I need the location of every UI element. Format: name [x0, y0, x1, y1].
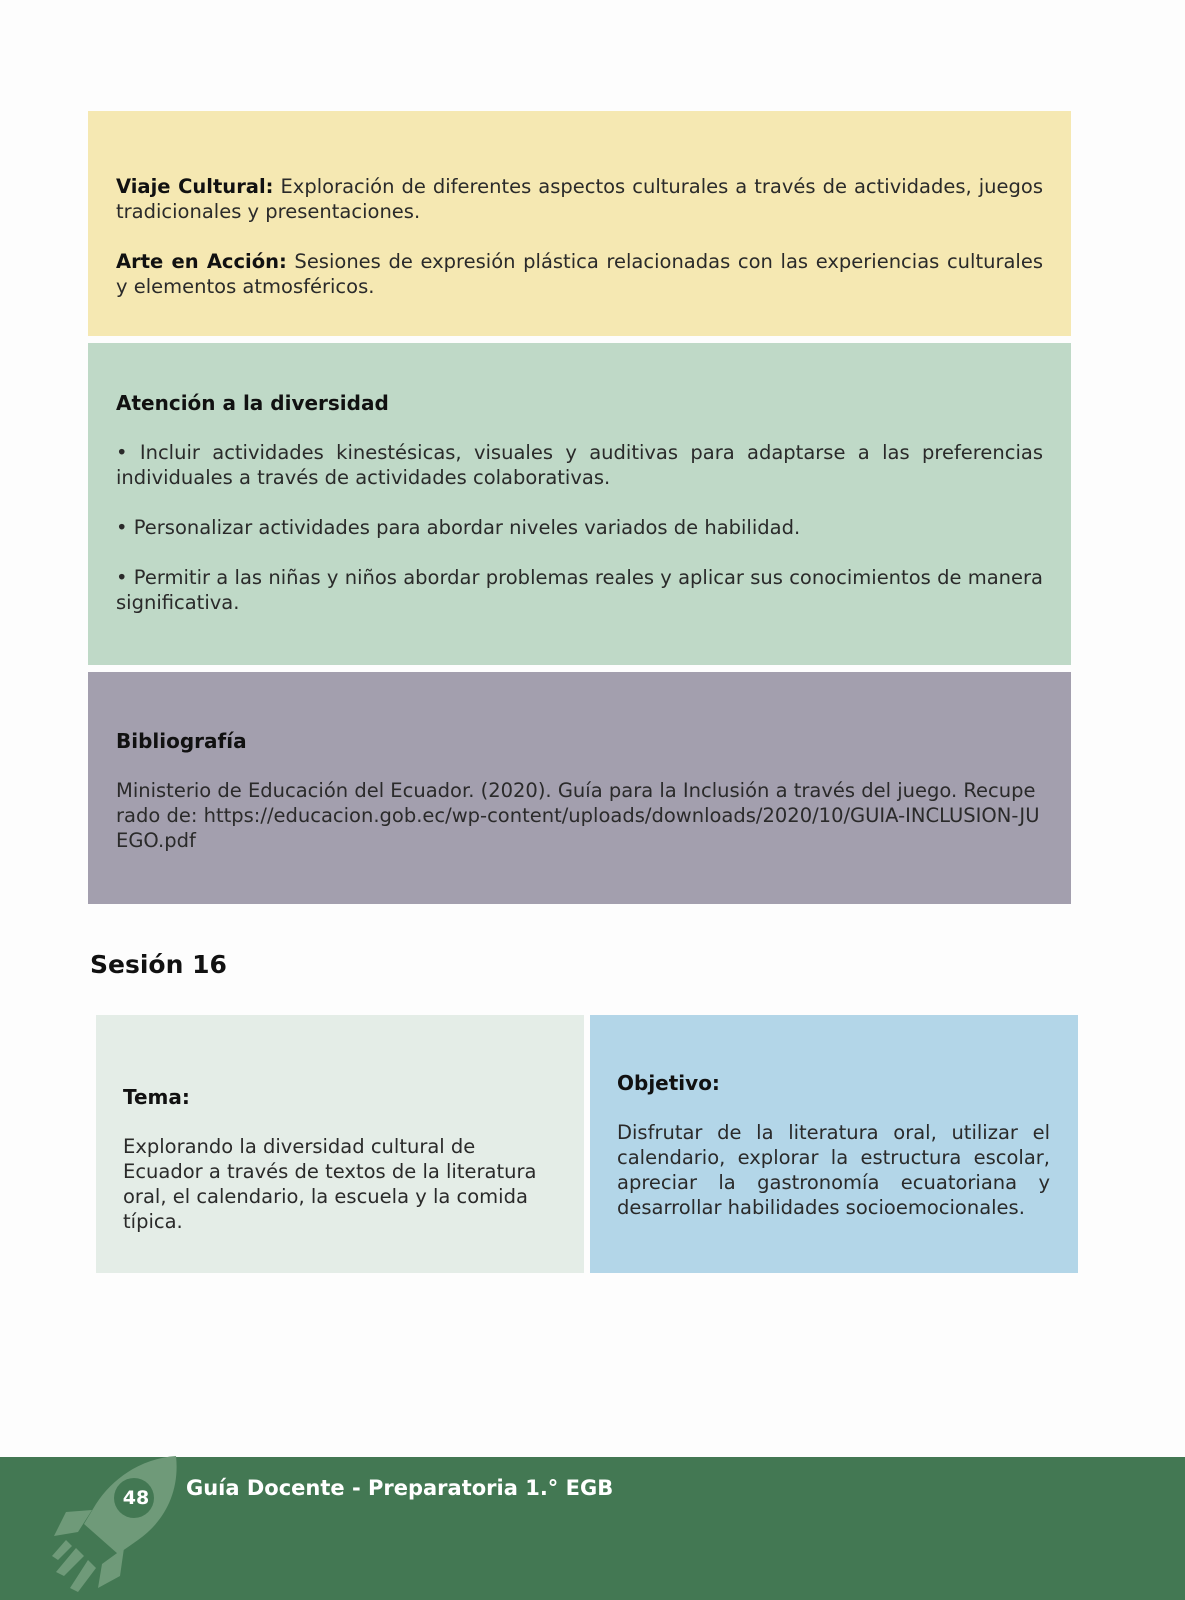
- diversity-heading: Atención a la diversidad: [116, 391, 389, 415]
- diversity-bullet: • Permitir a las niñas y niños abordar problemas reales y aplicar sus conocimientos de manera significativa.: [116, 566, 1043, 614]
- activity-viaje-cultural: [116, 174, 1043, 224]
- diversity-bullet: • Incluir actividades kinestésicas, visuales y auditivas para adaptarse a las preferencias individuales a través de actividades colaborativas.: [116, 441, 1043, 489]
- tema-box: [96, 1015, 584, 1273]
- objetivo-text: Disfrutar de la literatura oral, utilizar el calendario, explorar la estructura escolar, apreciar la gastronomía ecuatoriana y desarrollar habilidades socioemocionales.: [617, 1121, 1050, 1219]
- activity-text: Exploración de diferentes aspectos culturales a través de actividades, juegos tradicionales y presentaciones.: [116, 175, 1043, 223]
- page-number: 48: [122, 1487, 150, 1509]
- objetivo-box: [590, 1015, 1078, 1273]
- objetivo-label: Objetivo:: [617, 1071, 720, 1095]
- session-title: Sesión 16: [90, 950, 227, 979]
- footer-title: Guía Docente - Preparatoria 1.° EGB: [186, 1476, 614, 1500]
- activities-box: [88, 111, 1071, 336]
- bibliography-text: Ministerio de Educación del Ecuador. (2020). Guía para la Inclusión a través del juego. Recuperado de: https://educacion.gob.ec/wp-content/uploads/downloads/2020/10/GUIA-INCLUSION-JUEGO.pdf: [116, 779, 1040, 852]
- bibliography-heading: Bibliografía: [116, 729, 247, 753]
- tema-text: Explorando la diversidad cultural de Ecuador a través de textos de la literatura oral, el calendario, la escuela y la comida típica.: [123, 1135, 537, 1233]
- diversity-box: [88, 343, 1071, 665]
- activity-text: Sesiones de expresión plástica relacionadas con las experiencias culturales y elementos atmosféricos.: [116, 250, 1043, 298]
- activity-arte-en-accion: [116, 249, 1043, 299]
- activity-label: Arte en Acción:: [116, 250, 287, 273]
- bibliography-box: [88, 672, 1071, 904]
- diversity-bullet: • Personalizar actividades para abordar niveles variados de habilidad.: [116, 516, 801, 539]
- tema-label: Tema:: [123, 1085, 190, 1109]
- activity-label: Viaje Cultural:: [116, 175, 274, 198]
- rocket-icon: [48, 1452, 188, 1600]
